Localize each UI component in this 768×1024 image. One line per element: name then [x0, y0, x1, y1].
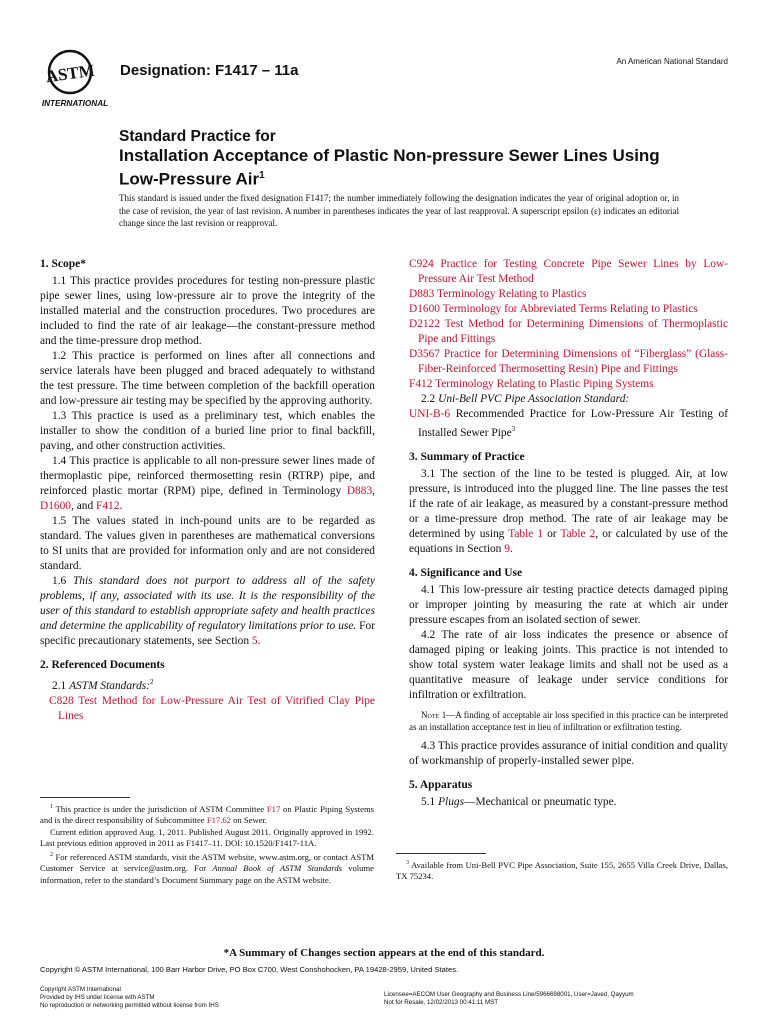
paragraph-number: 2.1 — [52, 679, 70, 692]
footnote-1-edition: Current edition approved Aug. 1, 2011. Published August 2011. Originally approved in 1992. Last previous edition approved in 2011 as F1417–11. DOI: 10.1520/F1417-11A. — [40, 826, 374, 849]
paragraph-4-1: 4.1 This low-pressure air testing practice detects damaged piping or improper jointing by measuring the rate at which air under pressure escapes from an isolated section of sewer. — [409, 583, 728, 626]
paragraph-1-6 — [40, 574, 375, 649]
footnote-mark-3[interactable]: 3 — [511, 425, 516, 433]
page-title-text: Installation Acceptance of Plastic Non-pressure Sewer Lines Using Low-Pressure Air — [119, 146, 660, 189]
link-f412[interactable]: F412 — [96, 500, 120, 512]
separator: , — [372, 485, 375, 497]
reference-title[interactable]: Terminology Relating to Plastic Piping Systems — [432, 378, 654, 390]
svg-text:INTERNATIONAL: INTERNATIONAL — [41, 99, 109, 108]
link-section-9[interactable]: 9 — [504, 542, 510, 555]
license-line: No reproduction or networking permitted without license from IHS — [40, 1001, 219, 1009]
footnote-2 — [40, 850, 374, 886]
footnote-3 — [396, 858, 728, 883]
paragraph-3-1-text: 3.1 The section of the line to be tested is plugged. Air, at low pressure, is introduced into the plugged line. The line passes the test if the rate of air leakage, as measured by a constant-pressure method or a time-pressure drop method. The rate of air leakage may be determined by using — [409, 467, 728, 540]
title-footnote-mark[interactable]: 1 — [259, 170, 265, 181]
paragraph-1-1: 1.1 This practice provides procedures for testing non-pressure plastic pipe sewer lines, using low-pressure air to prove the integrity of the installed material and the construction procedures. Two procedures are included to find the rate of air leakage—the constant-pressure method and the time-pressure drop method. — [40, 275, 375, 347]
footnotes-left — [40, 802, 374, 886]
issuance-notice: This standard is issued under the fixed designation F1417; the number immediately following the designation indicates the year of original adoption or, in the case of revision, the year of last revision. A number in parentheses indicates the year of last reapproval. A superscript epsilon (ε) indicates an editorial change since the last revision or reapproval. — [119, 193, 679, 228]
paragraph-1-3: 1.3 This practice is used as a preliminary test, which enables the installer to show the condition of a buried line prior to final backfill, paving, and other construction activities. — [40, 410, 375, 452]
link-table-1[interactable]: Table 1 — [508, 527, 544, 540]
paragraph-1-2: 1.2 This practice is performed on lines after all connections and service laterals have been plugged and braced adequately to withstand the test pressure. The time between completion of the backfill operation and low-pressure air testing may be specified by the approving authority. — [40, 350, 375, 407]
paragraph-1-4 — [40, 454, 375, 514]
license-line: Provided by IHS under license with ASTM — [40, 993, 155, 1001]
separator: , and — [71, 500, 97, 512]
reference-uni-b-6 — [409, 407, 728, 441]
period: . — [257, 635, 261, 647]
paragraph-4-2: 4.2 The rate of air loss indicates the presence or absence of damaged piping or leaking joints. This practice is not intended to show total system water leakage limits and shall not be used as a quantitative measure of leakage under service conditions for infiltration or exfiltration. — [409, 628, 728, 701]
reference-title[interactable]: Test Method for Low-Pressure Air Test of Vitrified Clay Pipe Lines — [58, 694, 375, 722]
link-uni-b-6[interactable]: UNI-B-6 — [409, 408, 451, 420]
footnote-divider-right — [396, 853, 486, 854]
section-heading-summary: 3. Summary of Practice — [409, 450, 525, 463]
footnote-text: Available from Uni-Bell PVC Pipe Association, Suite 155, 2655 Villa Creek Drive, Dallas, TX 75234. — [396, 859, 728, 882]
paragraph-3-1 — [409, 467, 728, 557]
license-left — [40, 986, 219, 1009]
title-prefix: Standard Practice for — [119, 128, 276, 145]
note-label: Note 1 — [421, 709, 447, 720]
reference-title[interactable]: Terminology Relating to Plastics — [434, 288, 587, 300]
link-section-5[interactable]: 5 — [251, 635, 258, 647]
license-line: Licensee=AECOM User Geography and Business Line/5966698001, User=Javed, Qayyum — [384, 991, 634, 998]
period: . — [509, 542, 513, 555]
link-table-2[interactable]: Table 2 — [560, 527, 596, 540]
reference-title[interactable]: Test Method for Determining Dimensions of Thermoplastic Pipe and Fittings — [418, 318, 728, 345]
footnote-text: For referenced ASTM standards, visit the ASTM website, www.astm.org, or contact ASTM Customer Service at service@astm.org. For — [40, 851, 374, 874]
paragraph-number: 1.6 — [52, 575, 73, 587]
footnote-mark: 1 — [50, 804, 53, 810]
link-d1600[interactable]: D1600 — [40, 500, 72, 512]
paragraph-1-5: 1.5 The values stated in inch-pound units are to be regarded as standard. The values given in parentheses are mathematical conversions to SI units that are provided for information only and are not considered standard. — [40, 515, 375, 572]
section-heading-apparatus: 5. Apparatus — [409, 778, 473, 791]
conjunction: or — [543, 527, 561, 540]
footnote-text: This practice is under the jurisdiction of ASTM Committee — [55, 803, 267, 814]
reference-title[interactable]: Practice for Testing Concrete Pipe Sewer Lines by Low-Pressure Air Test Method — [418, 258, 728, 285]
footnote-text: on Plastic Piping Systems and is the direct responsibility of Subcommittee — [40, 803, 374, 826]
note-1 — [409, 709, 728, 733]
svg-text:ASTM: ASTM — [44, 60, 96, 87]
link-d883[interactable]: D883 — [346, 485, 373, 497]
footnote-divider-left — [40, 797, 130, 798]
astm-logo-icon — [40, 48, 112, 112]
license-line: Copyright ASTM International — [40, 986, 121, 993]
astm-standards-label: ASTM Standards: — [69, 679, 150, 692]
reference-d3567 — [409, 347, 728, 377]
summary-of-changes-notice: *A Summary of Changes section appears at the end of this standard. — [223, 947, 545, 959]
copyright-line: Copyright © ASTM International, 100 Barr Harbor Drive, PO Box C700, West Conshohocken, PA 19428-2959, United States. — [40, 965, 459, 974]
reference-f412 — [409, 377, 728, 392]
left-column — [40, 257, 375, 724]
right-column — [409, 257, 728, 810]
paragraph-number: 5.1 — [421, 795, 439, 808]
reference-c828 — [40, 694, 375, 724]
link-c828[interactable]: C828 — [49, 694, 74, 707]
link-d2122[interactable]: D2122 — [409, 318, 441, 330]
link-f17[interactable]: F17 — [266, 803, 281, 814]
reference-d2122 — [409, 317, 728, 347]
unibell-label: Uni-Bell PVC Pipe Association Standard: — [438, 393, 630, 405]
reference-title[interactable]: Terminology for Abbreviated Terms Relating to Plastics — [440, 303, 698, 315]
footnotes-right — [396, 858, 728, 883]
paragraph-5-1-text: —Mechanical or pneumatic type. — [464, 795, 617, 808]
note-text: —A finding of acceptable air loss specified in this practice can be interpreted as an installation acceptance test in lieu of infiltration or exfiltration testing. — [409, 709, 728, 732]
reference-d1600 — [409, 302, 728, 317]
paragraph-1-6-text: For specific precautionary statements, see Section — [40, 620, 376, 647]
footnote-1 — [40, 802, 374, 827]
paragraph-5-1 — [409, 795, 728, 810]
footnote-mark: 3 — [406, 860, 409, 866]
paragraph-2-1 — [40, 675, 375, 694]
footnote-text: on Sewer. — [230, 815, 268, 826]
reference-d883 — [409, 287, 728, 302]
link-f412-ref[interactable]: F412 — [409, 378, 433, 390]
section-heading-scope: 1. Scope* — [40, 258, 86, 270]
link-f17-62[interactable]: F17.62 — [206, 815, 231, 826]
plugs-term: Plugs — [438, 795, 465, 808]
section-heading-referenced-documents: 2. Referenced Documents — [40, 659, 165, 671]
reference-title[interactable]: Practice for Determining Dimensions of “Fiberglass” (Glass-Fiber-Reinforced Thermosetting Resin) Pipe and Fittings — [418, 348, 728, 375]
national-standard-label: An American National Standard — [616, 57, 728, 66]
footnote-text: volume information, refer to the standard’s Document Summary page on the ASTM website. — [40, 863, 374, 885]
footnote-mark: 2 — [50, 851, 53, 858]
paragraph-4-3: 4.3 This practice provides assurance of initial condition and quality of workmanship of properly-installed sewer pipe. — [409, 739, 728, 767]
section-heading-significance: 4. Significance and Use — [409, 566, 523, 579]
license-line: Not for Resale, 12/02/2013 00:41:11 MST — [384, 998, 499, 1006]
link-c924[interactable]: C924 — [409, 258, 434, 270]
footnote-mark-2[interactable]: 2 — [150, 678, 154, 686]
period: . — [119, 500, 123, 512]
astm-logo — [40, 48, 112, 112]
reference-title: Recommended Practice for Low-Pressure Air Testing of Installed Sewer Pipe — [418, 408, 728, 439]
paragraph-number: 2.2 — [421, 393, 439, 405]
safety-statement: This standard does not purport to address all of the safety problems, if any, associated with its use. It is the responsibility of the user of this standard to establish appropriate safety and health practices and determine the applicability of regulatory limitations prior to use. — [40, 575, 375, 632]
paragraph-3-1-mid: , or calculated by use of the equations in Section — [409, 527, 728, 555]
designation: Designation: F1417 – 11a — [120, 62, 299, 79]
annual-book-title: Annual Book of ASTM Standards — [212, 863, 343, 874]
title-block — [119, 127, 679, 190]
paragraph-2-2 — [409, 392, 728, 407]
license-right — [384, 991, 634, 1007]
reference-c924 — [409, 257, 728, 287]
paragraph-1-4-text: 1.4 This practice is applicable to all non-pressure sewer lines made of thermoplastic pipe, reinforced thermosetting resin (RTRP) pipe, and reinforced plastic mortar (RPM) pipe, defined in Terminology — [40, 455, 375, 497]
link-d1600-ref[interactable]: D1600 — [409, 303, 441, 315]
link-d3567[interactable]: D3567 — [409, 348, 441, 360]
link-d883-ref[interactable]: D883 — [409, 288, 435, 300]
page-title — [119, 146, 679, 190]
